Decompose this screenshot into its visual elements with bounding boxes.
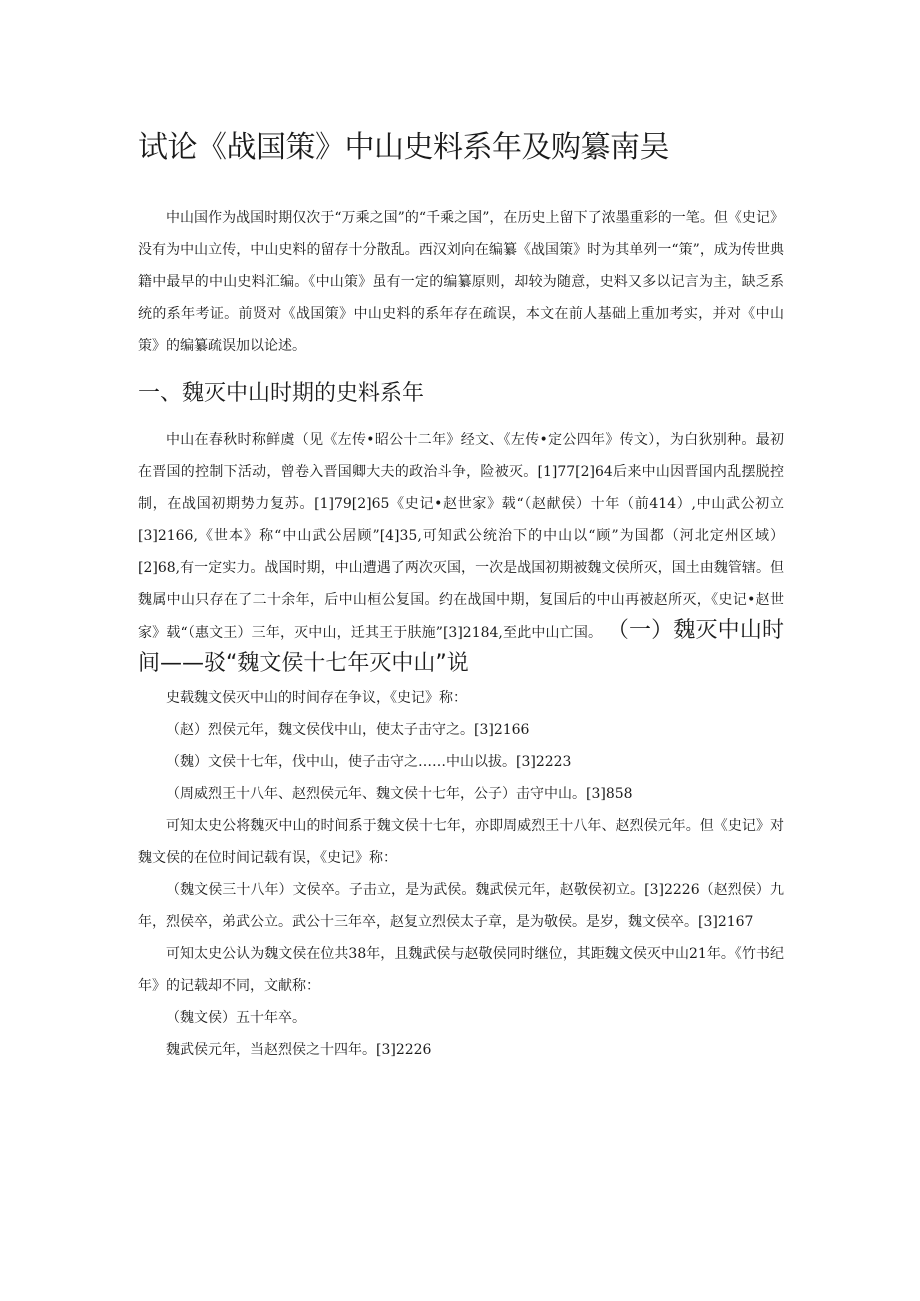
article-title: 试论《战国策》中山史料系年及购纂南吴 <box>138 130 669 165</box>
body-paragraph: 可知太史公将魏灭中山的时间系于魏文侯十七年，亦即周威烈王十八年、赵烈侯元年。但《史记》对魏文侯的在位时间记载有误，《史记》称： <box>138 818 784 866</box>
section-paragraph-text: 中山在春秋时称鲜虞（见《左传•昭公十二年》经文、《左传•定公四年》传文），为白狄别种。最初在晋国的控制下活动，曾卷入晋国卿大夫的政治斗争，险被灭。[1]77[2]64后来中山因晋国内乱摆脱控制，在战国初期势力复苏。[1]79[2]65《史记•赵世家》载“（赵献侯）十年（前414）,中山武公初立[3]2166,《世本》称“中山武公居顾”[4]35,可知武公统治下的中山以“顾”为国都（河北定州区域）[2]68,有一定实力。战国时期，中山遭遇了两次灭国，一次是战国初期被魏文侯所灭，国土由魏管辖。但魏属中山只存在了二十余年，后中山桓公复国。约在战国中期，复国后的中山再被赵所灭，《史记•赵世家》载“（惠文王）三年，灭中山，迁其王于肤施”[3]2184,至此中山亡国。 <box>138 432 784 641</box>
section-paragraph <box>138 424 784 682</box>
subsection-heading: （一）魏灭中山时间——驳“魏文侯十七年灭中山”说 <box>138 618 784 676</box>
document-page <box>138 118 784 1066</box>
quote-line: （周威烈王十八年、赵烈侯元年、魏文侯十七年，公子）击守中山。[3]858 <box>166 786 633 802</box>
quote-line: （魏）文侯十七年，伐中山，使子击守之……中山以拔。[3]2223 <box>166 754 572 770</box>
intro-paragraph: 中山国作为战国时期仅次于“万乘之国”的“千乘之国”，在历史上留下了浓墨重彩的一笔。但《史记》没有为中山立传，中山史料的留存十分散乱。西汉刘向在编纂《战国策》时为其单列一“策”，成为传世典籍中最早的中山史料汇编。《中山策》虽有一定的编纂原则，却较为随意，史料又多以记言为主，缺乏系统的系年考证。前贤对《战国策》中山史料的系年存在疏误，本文在前人基础上重加考实，并对《中山策》的编纂疏误加以论述。 <box>138 210 784 354</box>
body-paragraph: 史载魏文侯灭中山的时间存在争议，《史记》称： <box>166 690 467 706</box>
quote-line: （赵）烈侯元年，魏文侯伐中山，使太子击守之。[3]2166 <box>166 722 530 738</box>
section-heading: 一、魏灭中山时期的史料系年 <box>138 381 425 406</box>
body-paragraph: 可知太史公认为魏文侯在位共38年，且魏武侯与赵敬侯同时继位，其距魏文侯灭中山21年。《竹书纪年》的记载却不同，文献称： <box>138 946 784 994</box>
quote-block: （魏文侯三十八年）文侯卒。子击立，是为武侯。魏武侯元年，赵敬侯初立。[3]2226（赵烈侯）九年，烈侯卒，弟武公立。武公十三年卒，赵复立烈侯太子章，是为敬侯。是岁，魏文侯卒。[3]2167 <box>138 882 784 930</box>
quote-line: （魏文侯）五十年卒。 <box>166 1010 306 1026</box>
body-paragraph: 魏武侯元年，当赵烈侯之十四年。[3]2226 <box>166 1042 432 1058</box>
